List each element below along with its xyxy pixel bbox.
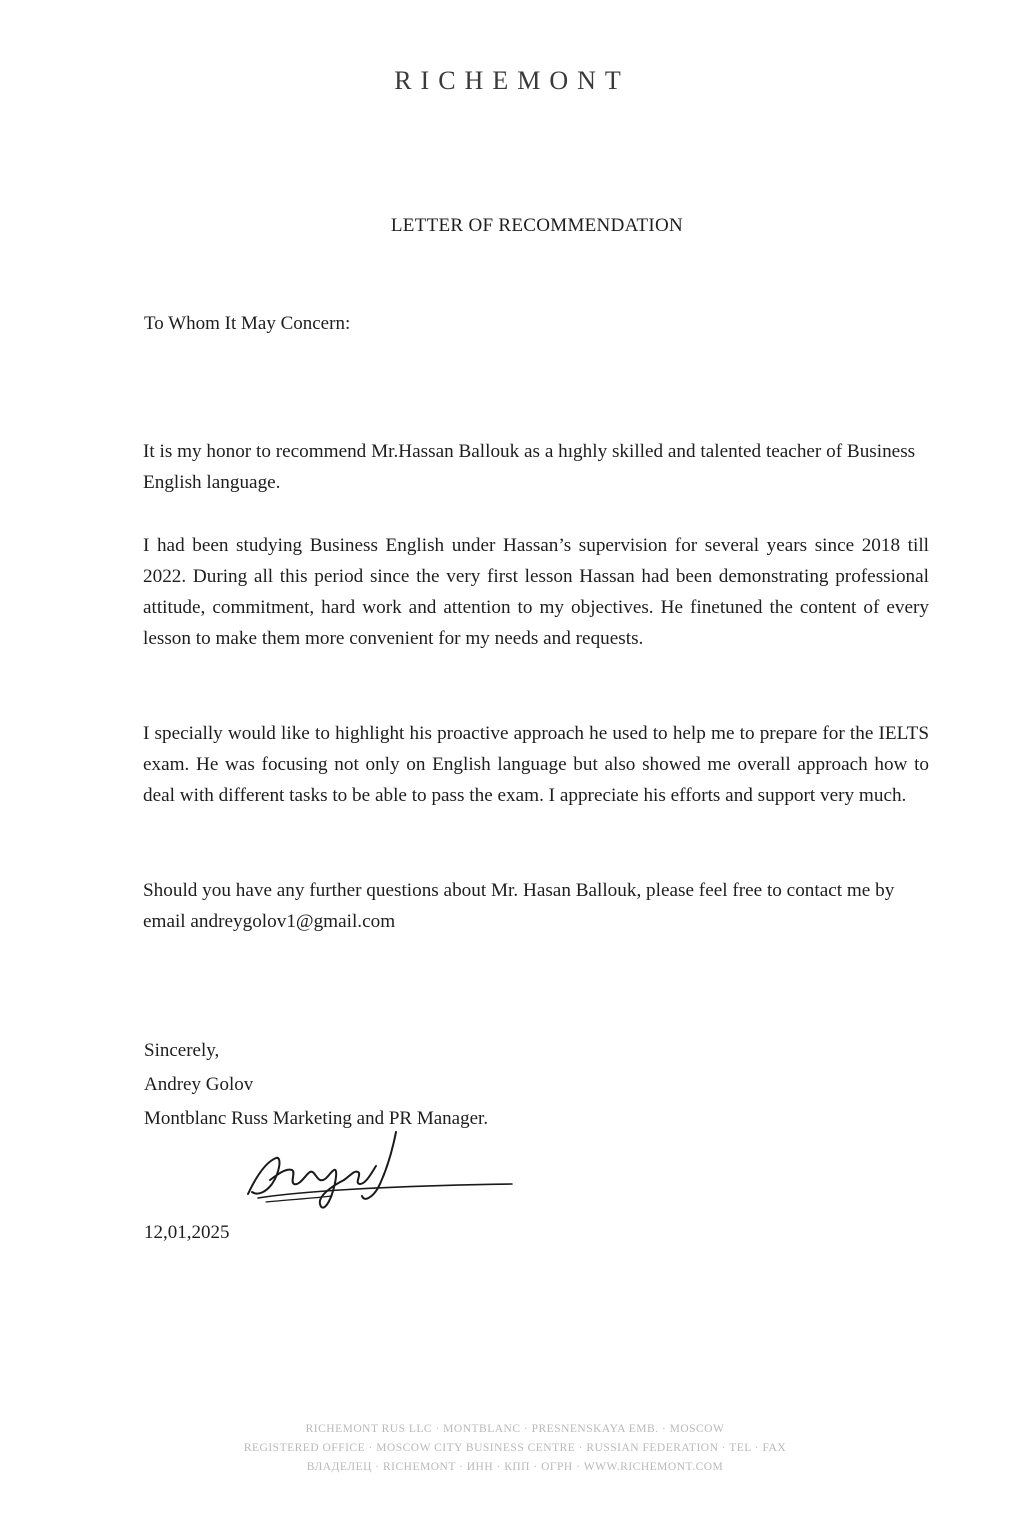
footer-line-1: RICHEMONT RUS LLC · MONTBLANC · PRESNENSKAYA EMB. · MOSCOW (305, 1423, 725, 1435)
body-paragraph-2: I had been studying Business English under Hassan’s supervision for several years since 2018 till 2022. During all this period since the very first lesson Hassan had been demonstrating professional attitude, commitment, hard work and attention to my objectives. He finetuned the content of every lesson to make them more convenient for my needs and requests. (143, 535, 929, 649)
letter-title: LETTER OF RECOMMENDATION (390, 215, 684, 236)
signer-name: Andrey Golov (144, 1074, 254, 1095)
closing-block (144, 1034, 488, 1136)
company-logo: RICHEMONT (394, 66, 630, 95)
body-paragraph-1: It is my honor to recommend Mr.Hassan Ballouk as a hıghly skilled and talented teacher of Business English language. (143, 441, 916, 493)
footer-company-info (120, 1420, 910, 1477)
footer-line-2: REGISTERED OFFICE · MOSCOW CITY BUSINESS CENTRE · RUSSIAN FEDERATION · TEL · FAX (243, 1442, 787, 1454)
salutation: To Whom It May Concern: (144, 313, 351, 334)
handwritten-signature (236, 1122, 526, 1222)
letter-date: 12,01,2025 (144, 1222, 230, 1243)
body-paragraph-3: I specially would like to highlight his proactive approach he used to help me to prepare for the IELTS exam. He was focusing not only on English language but also showed me overall approach how to deal with different tasks to be able to pass the exam. I appreciate his efforts and support very much. (143, 723, 929, 806)
closing-phrase: Sincerely, (144, 1040, 220, 1061)
footer-line-3: ВЛАДЕЛЕЦ · RICHEMONT · ИНН · КПП · ОГРН · WWW.RICHEMONT.COM (306, 1461, 724, 1473)
signer-title: Montblanc Russ Marketing and PR Manager. (144, 1108, 489, 1129)
body-paragraph-4: Should you have any further questions about Mr. Hasan Ballouk, please feel free to contact me by email andreygolov1@gmail.com (143, 880, 895, 932)
